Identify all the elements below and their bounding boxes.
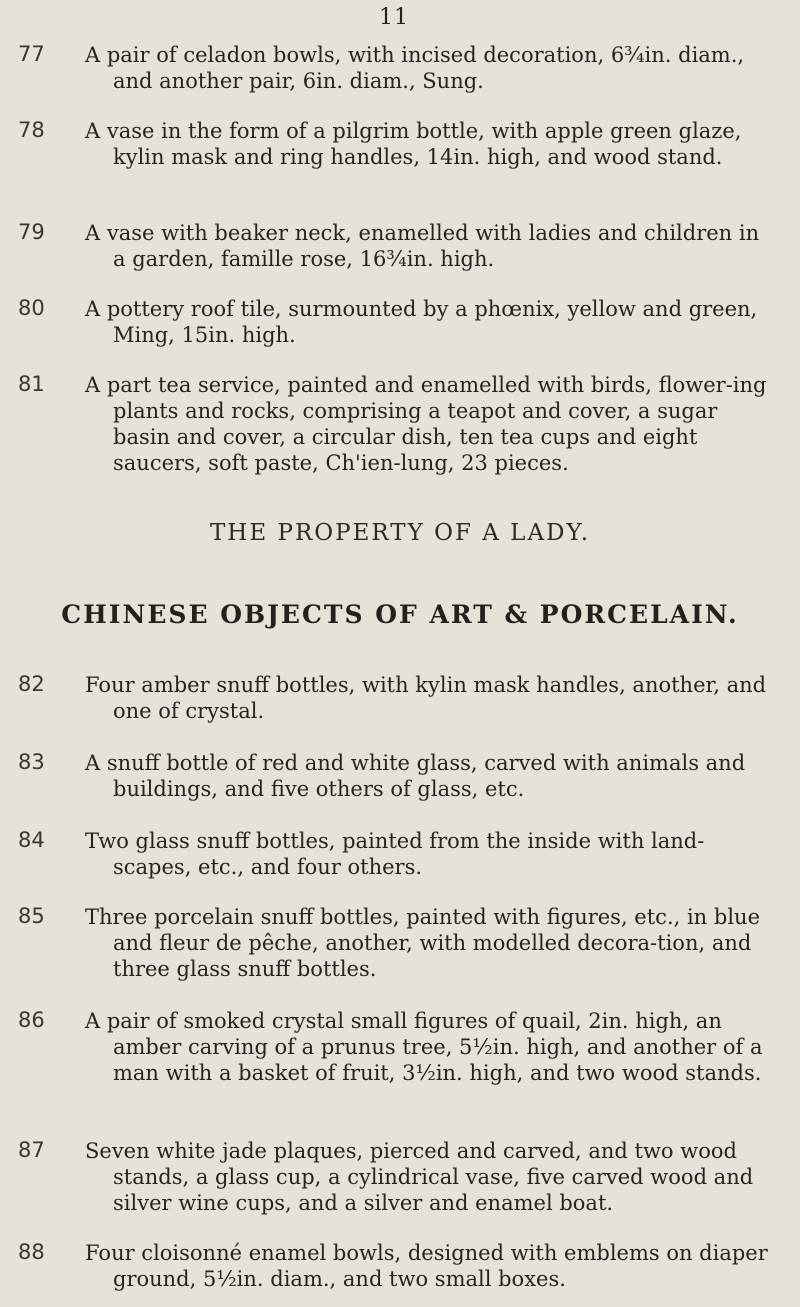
lot-description: A vase in the form of a pilgrim bottle, with apple green glaze, kylin mask and ring handles, 14in. high, and wood stand. <box>85 119 742 169</box>
lot-number: 86 <box>18 1008 45 1032</box>
owner-heading: THE PROPERTY OF A LADY. <box>209 520 591 546</box>
lot-number: 77 <box>18 42 45 66</box>
lot-description: Four amber snuff bottles, with kylin mask handles, another, and one of crystal. <box>85 673 767 723</box>
page-number: 11 <box>379 5 409 30</box>
lot-number: 85 <box>18 904 45 928</box>
lot-number: 87 <box>18 1138 45 1162</box>
lot-description: A vase with beaker neck, enamelled with ladies and children in a garden, famille rose, 16¾in. high. <box>85 221 760 271</box>
lot-description: Three porcelain snuff bottles, painted with figures, etc., in blue and fleur de pêche, another, with modelled decora-tion, and three glass snuff bottles. <box>85 905 760 981</box>
lot-number: 80 <box>18 296 45 320</box>
lot-number: 78 <box>18 118 45 142</box>
lot-description: Seven white jade plaques, pierced and carved, and two wood stands, a glass cup, a cylindrical vase, five carved wood and silver wine cups, and a silver and enamel boat. <box>85 1139 754 1215</box>
lot-description: A pair of celadon bowls, with incised decoration, 6¾in. diam., and another pair, 6in. diam., Sung. <box>85 43 745 93</box>
lot-number: 88 <box>18 1240 45 1264</box>
lot-description: Four cloisonné enamel bowls, designed with emblems on diaper ground, 5½in. diam., and two small boxes. <box>85 1241 768 1291</box>
lot-number: 82 <box>18 672 45 696</box>
lot-description: A part tea service, painted and enamelled with birds, flower-ing plants and rocks, comprising a teapot and cover, a sugar basin and cover, a circular dish, ten tea cups and eight saucers, soft paste, Ch'ien-lung, 23 pieces. <box>85 373 767 475</box>
lot-number: 79 <box>18 220 45 244</box>
lot-description: A pair of smoked crystal small figures of quail, 2in. high, an amber carving of a prunus tree, 5½in. high, and another of a man with a basket of fruit, 3½in. high, and two wood stands. <box>85 1009 763 1085</box>
lot-description: A snuff bottle of red and white glass, carved with animals and buildings, and five others of glass, etc. <box>85 751 746 801</box>
lot-description: A pottery roof tile, surmounted by a phœnix, yellow and green, Ming, 15in. high. <box>85 297 758 347</box>
lot-number: 84 <box>18 828 45 852</box>
lot-description: Two glass snuff bottles, painted from the inside with land-scapes, etc., and four others. <box>85 829 705 879</box>
section-heading: CHINESE OBJECTS OF ART & PORCELAIN. <box>61 600 739 629</box>
lot-number: 83 <box>18 750 45 774</box>
lot-number: 81 <box>18 372 45 396</box>
